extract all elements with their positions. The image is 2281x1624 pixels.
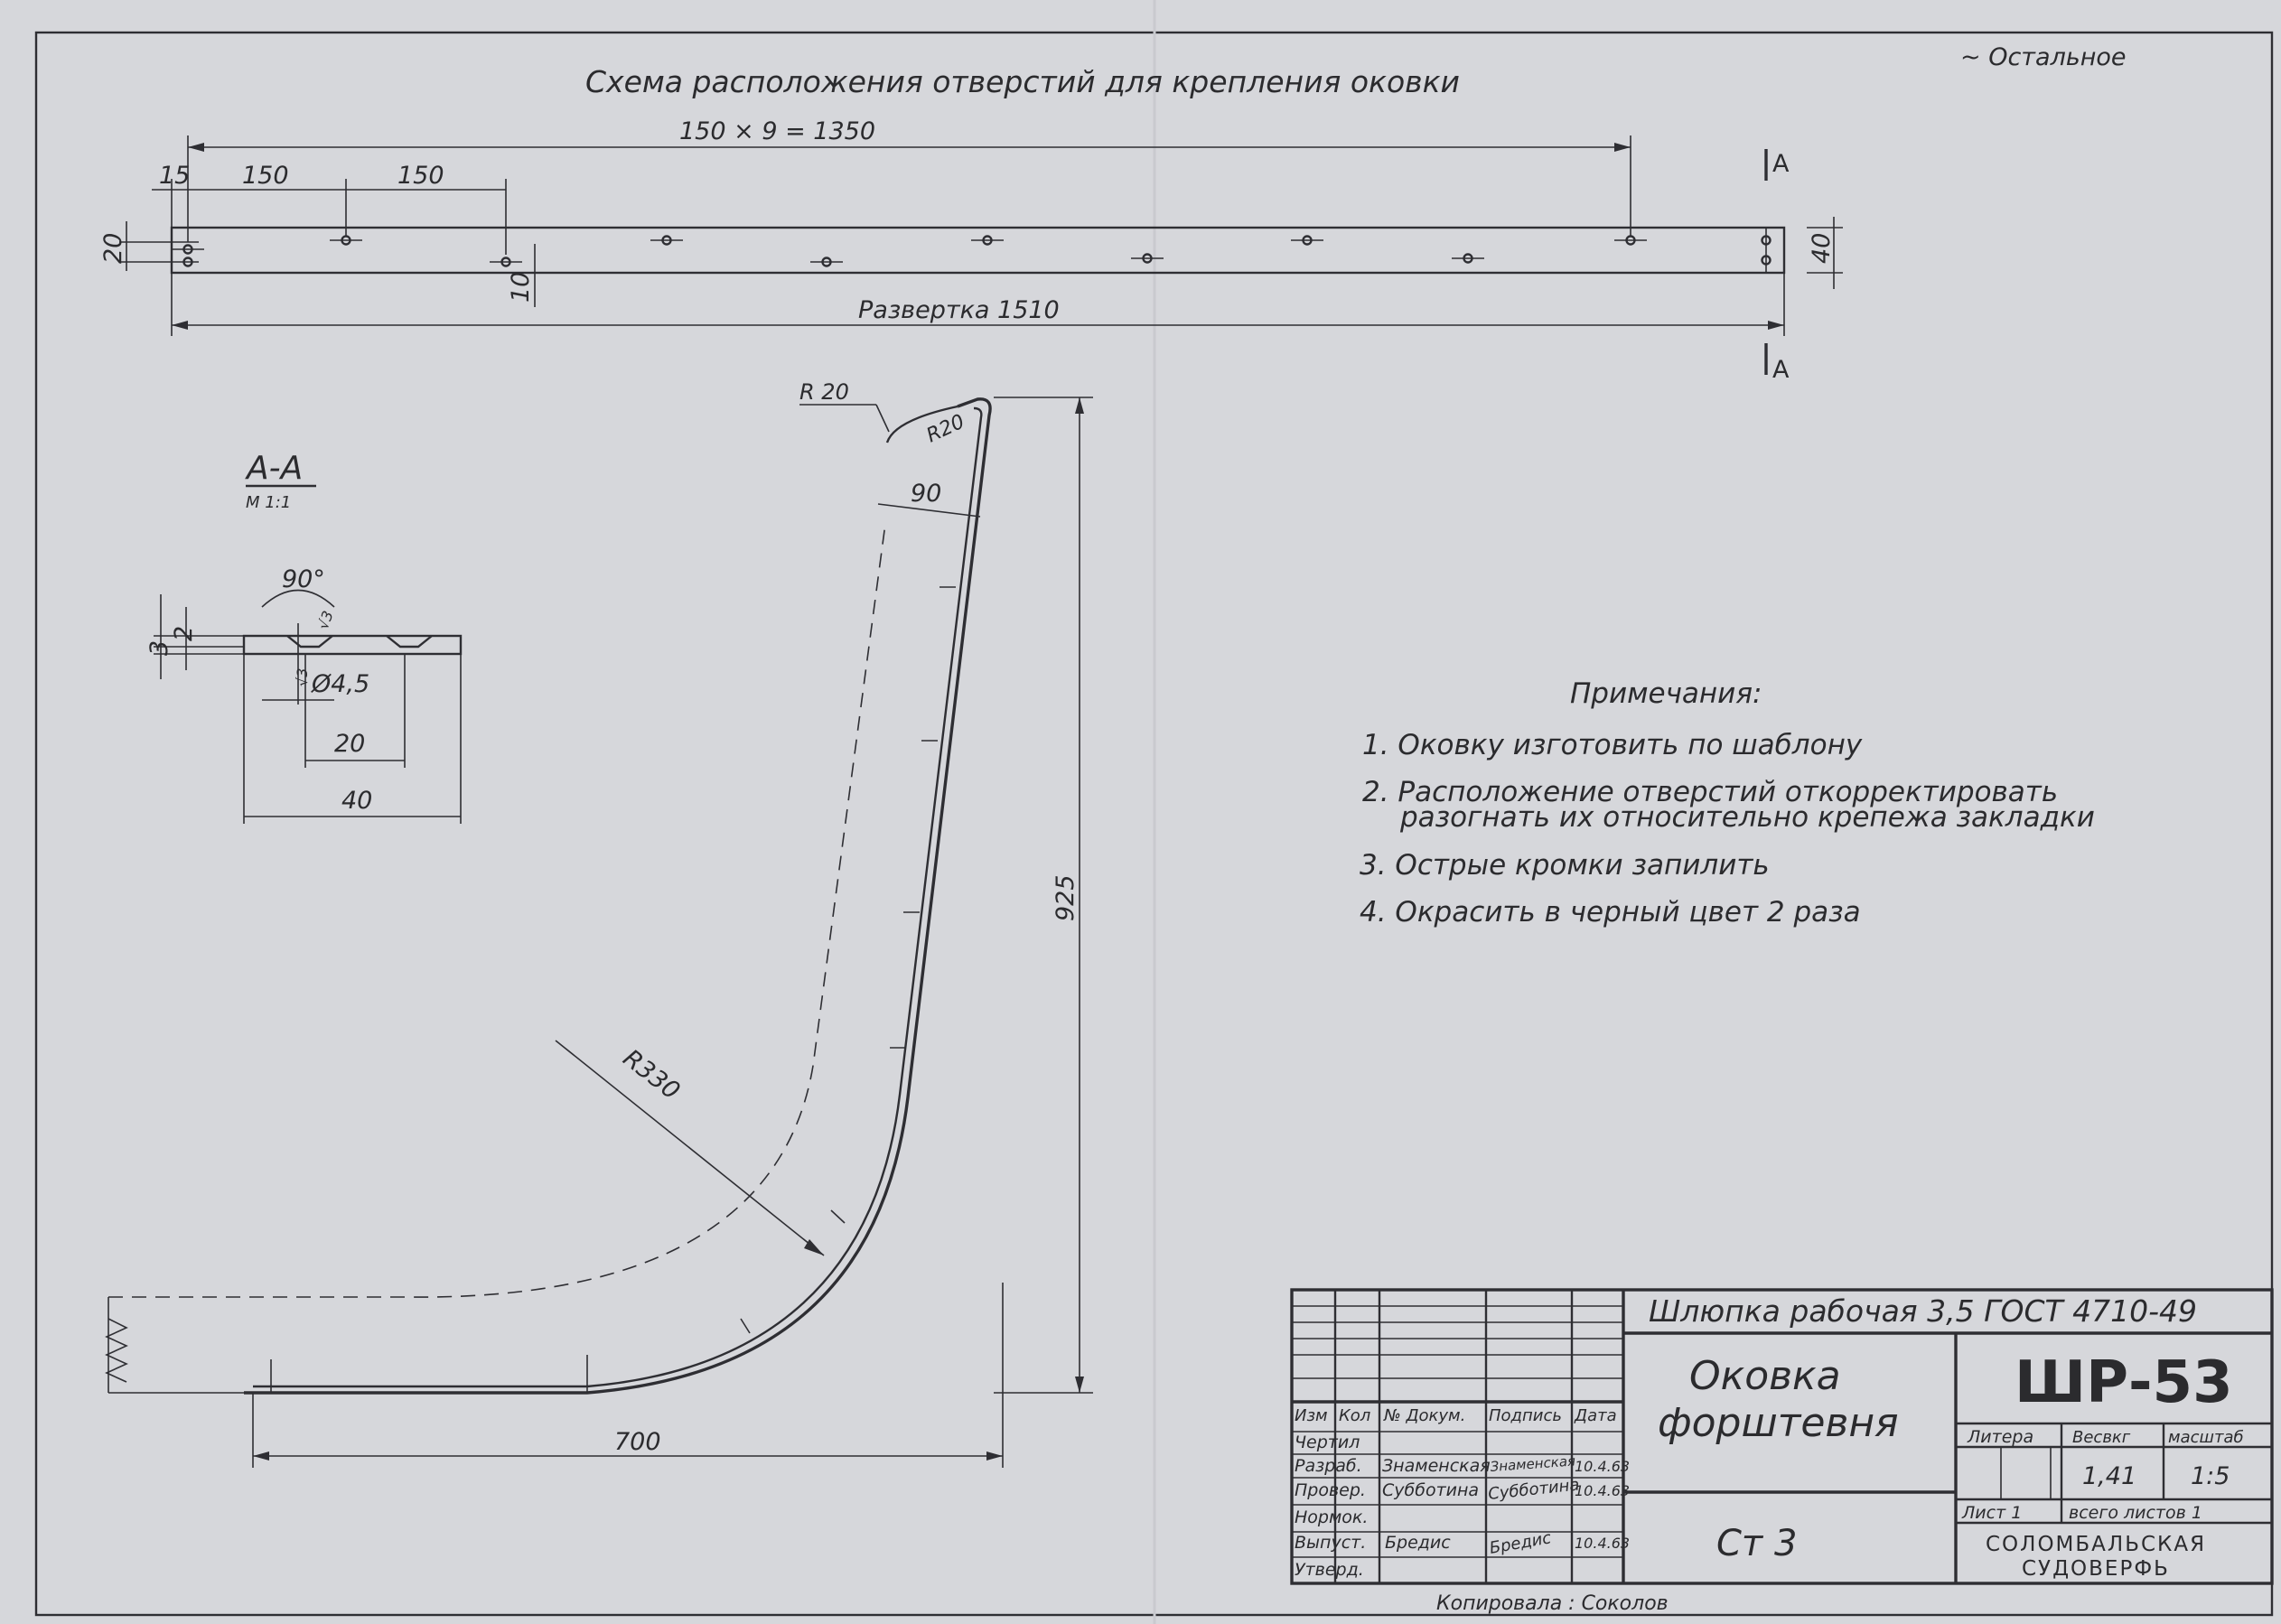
tb-col-izm: Изм [1295,1406,1328,1425]
tb-scale: 1:5 [2191,1462,2230,1490]
section-mark-bottom: A [1772,356,1790,384]
tb-name-prover: Субботина [1382,1480,1480,1500]
tb-project-title: Шлюпка рабочая 3,5 ГОСТ 4710-49 [1649,1293,2198,1329]
section-title: А-А [247,450,304,487]
tb-sig-razrab: Знаменская [1490,1452,1576,1475]
section-angle: 90° [282,565,325,593]
section-scale: М 1:1 [246,493,292,512]
tb-material: Ст 3 [1716,1523,1798,1564]
tb-date-vypusk: 10.4.63 [1575,1535,1631,1552]
hole-layout-title: Схема расположения отверстий для крепления оковки [585,64,1461,99]
corner-note: ~ Остальное [1960,43,2127,71]
note-2-continued: разогнать их относительно крепежа закладки [1400,801,2095,834]
tb-scale-label: масштаб [2168,1428,2244,1447]
tb-weight: 1,41 [2082,1462,2137,1490]
tb-col-date: Дата [1575,1406,1617,1425]
radius-330: R330 [617,1044,686,1106]
dim-700: 700 [614,1428,661,1456]
dim-925: 925 [1052,874,1080,921]
tb-row-utverd: Утверд. [1295,1560,1364,1580]
tb-part-line2: форштевня [1658,1400,1899,1446]
tb-sheet: Лист 1 [1962,1503,2023,1523]
tb-name-razrab: Знаменская [1382,1456,1491,1476]
dim-15: 15 [159,162,191,190]
dim-150-b: 150 [397,162,444,190]
notes-heading: Примечания: [1570,677,1762,710]
copied-by: Копировала : Соколов [1436,1592,1669,1615]
tb-row-razrab: Разраб. [1295,1456,1362,1476]
dim-10: 10 [507,271,535,303]
pitch-total-dimension: 150 × 9 = 1350 [679,117,876,145]
section-dim-3: 3 [145,639,173,656]
dim-20: 20 [99,232,127,264]
radius-20-top: R 20 [799,379,849,405]
section-radius-top: √3 [313,608,337,632]
tb-row-normok: Нормок. [1295,1507,1369,1527]
section-dim-40: 40 [341,787,373,815]
tb-row-vypusk: Выпуст. [1295,1533,1367,1553]
tb-name-vypusk: Бредис [1385,1533,1451,1553]
dim-150-a: 150 [242,162,289,190]
tb-date-prover: 10.4.63 [1575,1482,1631,1499]
tb-col-sign: Подпись [1489,1406,1562,1425]
section-hole-diameter: Ø4,5 [312,670,370,698]
tb-col-doc: № Докум. [1384,1406,1466,1425]
dim-40: 40 [1808,232,1836,264]
section-mark-top: A [1772,150,1790,178]
tb-row-prover: Провер. [1295,1480,1366,1500]
section-dim-2: 2 [170,625,198,641]
tb-row-chertil: Чертил [1295,1433,1360,1452]
note-2: 2. Расположение отверстий откорректировать [1362,776,2059,808]
radius-20-inner: R20 [922,410,968,448]
tb-org-line2: СУДОВЕРФЬ [2022,1557,2170,1581]
note-4: 4. Окрасить в черный цвет 2 раза [1360,896,1861,929]
dim-90: 90 [911,480,942,508]
tb-date-razrab: 10.4.63 [1575,1458,1631,1475]
section-dim-20: 20 [334,730,366,758]
note-3: 3. Острые кромки запилить [1360,849,1770,882]
tb-col-kol: Кол [1339,1406,1371,1425]
note-1: 1. Оковку изготовить по шаблону [1362,729,1863,761]
section-radius-bottom: √3 [294,667,311,686]
tb-sig-prover: Субботина [1487,1475,1581,1504]
development-length: Развертка 1510 [858,296,1060,324]
tb-org-line1: СОЛОМБАЛЬСКАЯ [1986,1533,2207,1556]
tb-litera-label: Литера [1968,1427,2034,1447]
tb-part-line1: Оковка [1689,1353,1841,1399]
tb-weight-label: Весвкг [2072,1428,2131,1447]
tb-sig-vypusk: Бредис [1488,1528,1553,1558]
tb-code: ШР-53 [2015,1349,2233,1416]
tb-sheets-total: всего листов 1 [2069,1503,2202,1523]
